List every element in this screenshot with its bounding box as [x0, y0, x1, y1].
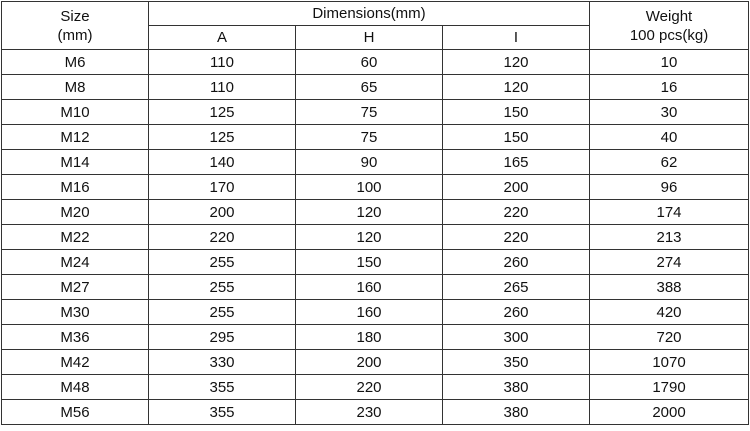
cell-h: 120 — [296, 225, 443, 250]
col-i-header: I — [443, 26, 590, 50]
cell-h: 150 — [296, 250, 443, 275]
cell-weight: 420 — [590, 300, 749, 325]
cell-h: 200 — [296, 350, 443, 375]
cell-weight: 720 — [590, 325, 749, 350]
cell-size: M22 — [2, 225, 149, 250]
table-row — [2, 400, 749, 425]
dimensions-header: Dimensions(mm) — [149, 2, 590, 26]
header-row — [2, 2, 749, 26]
cell-h: 160 — [296, 300, 443, 325]
cell-i: 120 — [443, 50, 590, 75]
col-a-header: A — [149, 26, 296, 50]
col-h-header: H — [296, 26, 443, 50]
cell-weight: 174 — [590, 200, 749, 225]
cell-i: 120 — [443, 75, 590, 100]
cell-h: 100 — [296, 175, 443, 200]
table-row — [2, 250, 749, 275]
table-row — [2, 375, 749, 400]
cell-weight: 10 — [590, 50, 749, 75]
cell-a: 295 — [149, 325, 296, 350]
cell-weight: 274 — [590, 250, 749, 275]
weight-header-label: Weight — [645, 7, 693, 25]
table-row — [2, 50, 749, 75]
cell-h: 220 — [296, 375, 443, 400]
table-row — [2, 175, 749, 200]
cell-weight: 40 — [590, 125, 749, 150]
cell-weight: 62 — [590, 150, 749, 175]
cell-a: 255 — [149, 275, 296, 300]
cell-h: 160 — [296, 275, 443, 300]
cell-weight: 388 — [590, 275, 749, 300]
cell-i: 165 — [443, 150, 590, 175]
cell-a: 125 — [149, 100, 296, 125]
cell-a: 355 — [149, 375, 296, 400]
cell-i: 380 — [443, 400, 590, 425]
table-row — [2, 300, 749, 325]
cell-i: 380 — [443, 375, 590, 400]
cell-a: 140 — [149, 150, 296, 175]
cell-size: M56 — [2, 400, 149, 425]
table-row — [2, 325, 749, 350]
table-row — [2, 225, 749, 250]
cell-size: M20 — [2, 200, 149, 225]
cell-size: M24 — [2, 250, 149, 275]
cell-i: 300 — [443, 325, 590, 350]
cell-weight: 30 — [590, 100, 749, 125]
cell-i: 220 — [443, 225, 590, 250]
size-header — [2, 2, 149, 50]
cell-a: 330 — [149, 350, 296, 375]
cell-weight: 16 — [590, 75, 749, 100]
cell-h: 75 — [296, 125, 443, 150]
cell-size: M30 — [2, 300, 149, 325]
table-row — [2, 100, 749, 125]
cell-a: 355 — [149, 400, 296, 425]
cell-size: M14 — [2, 150, 149, 175]
cell-size: M8 — [2, 75, 149, 100]
cell-a: 110 — [149, 50, 296, 75]
cell-i: 200 — [443, 175, 590, 200]
cell-i: 260 — [443, 250, 590, 275]
size-header-label: Size — [60, 7, 90, 25]
cell-weight: 96 — [590, 175, 749, 200]
cell-h: 75 — [296, 100, 443, 125]
table-body — [2, 50, 749, 425]
cell-a: 220 — [149, 225, 296, 250]
weight-header-unit: 100 pcs(kg) — [629, 26, 709, 44]
cell-a: 255 — [149, 250, 296, 275]
weight-header — [590, 2, 749, 50]
cell-weight: 2000 — [590, 400, 749, 425]
cell-size: M12 — [2, 125, 149, 150]
cell-a: 125 — [149, 125, 296, 150]
table-row — [2, 75, 749, 100]
table-row — [2, 350, 749, 375]
cell-a: 170 — [149, 175, 296, 200]
table-row — [2, 150, 749, 175]
table-row — [2, 200, 749, 225]
cell-h: 60 — [296, 50, 443, 75]
cell-i: 260 — [443, 300, 590, 325]
table-row — [2, 275, 749, 300]
cell-a: 200 — [149, 200, 296, 225]
cell-weight: 1790 — [590, 375, 749, 400]
cell-h: 180 — [296, 325, 443, 350]
spec-table — [1, 1, 749, 425]
cell-i: 265 — [443, 275, 590, 300]
cell-size: M36 — [2, 325, 149, 350]
cell-i: 150 — [443, 100, 590, 125]
size-header-unit: (mm) — [57, 26, 93, 44]
cell-size: M16 — [2, 175, 149, 200]
cell-i: 220 — [443, 200, 590, 225]
cell-size: M42 — [2, 350, 149, 375]
cell-h: 230 — [296, 400, 443, 425]
cell-i: 150 — [443, 125, 590, 150]
cell-size: M27 — [2, 275, 149, 300]
cell-h: 65 — [296, 75, 443, 100]
cell-weight: 213 — [590, 225, 749, 250]
table-row — [2, 125, 749, 150]
cell-a: 110 — [149, 75, 296, 100]
cell-h: 120 — [296, 200, 443, 225]
cell-size: M10 — [2, 100, 149, 125]
cell-size: M48 — [2, 375, 149, 400]
cell-i: 350 — [443, 350, 590, 375]
cell-size: M6 — [2, 50, 149, 75]
cell-h: 90 — [296, 150, 443, 175]
cell-a: 255 — [149, 300, 296, 325]
cell-weight: 1070 — [590, 350, 749, 375]
